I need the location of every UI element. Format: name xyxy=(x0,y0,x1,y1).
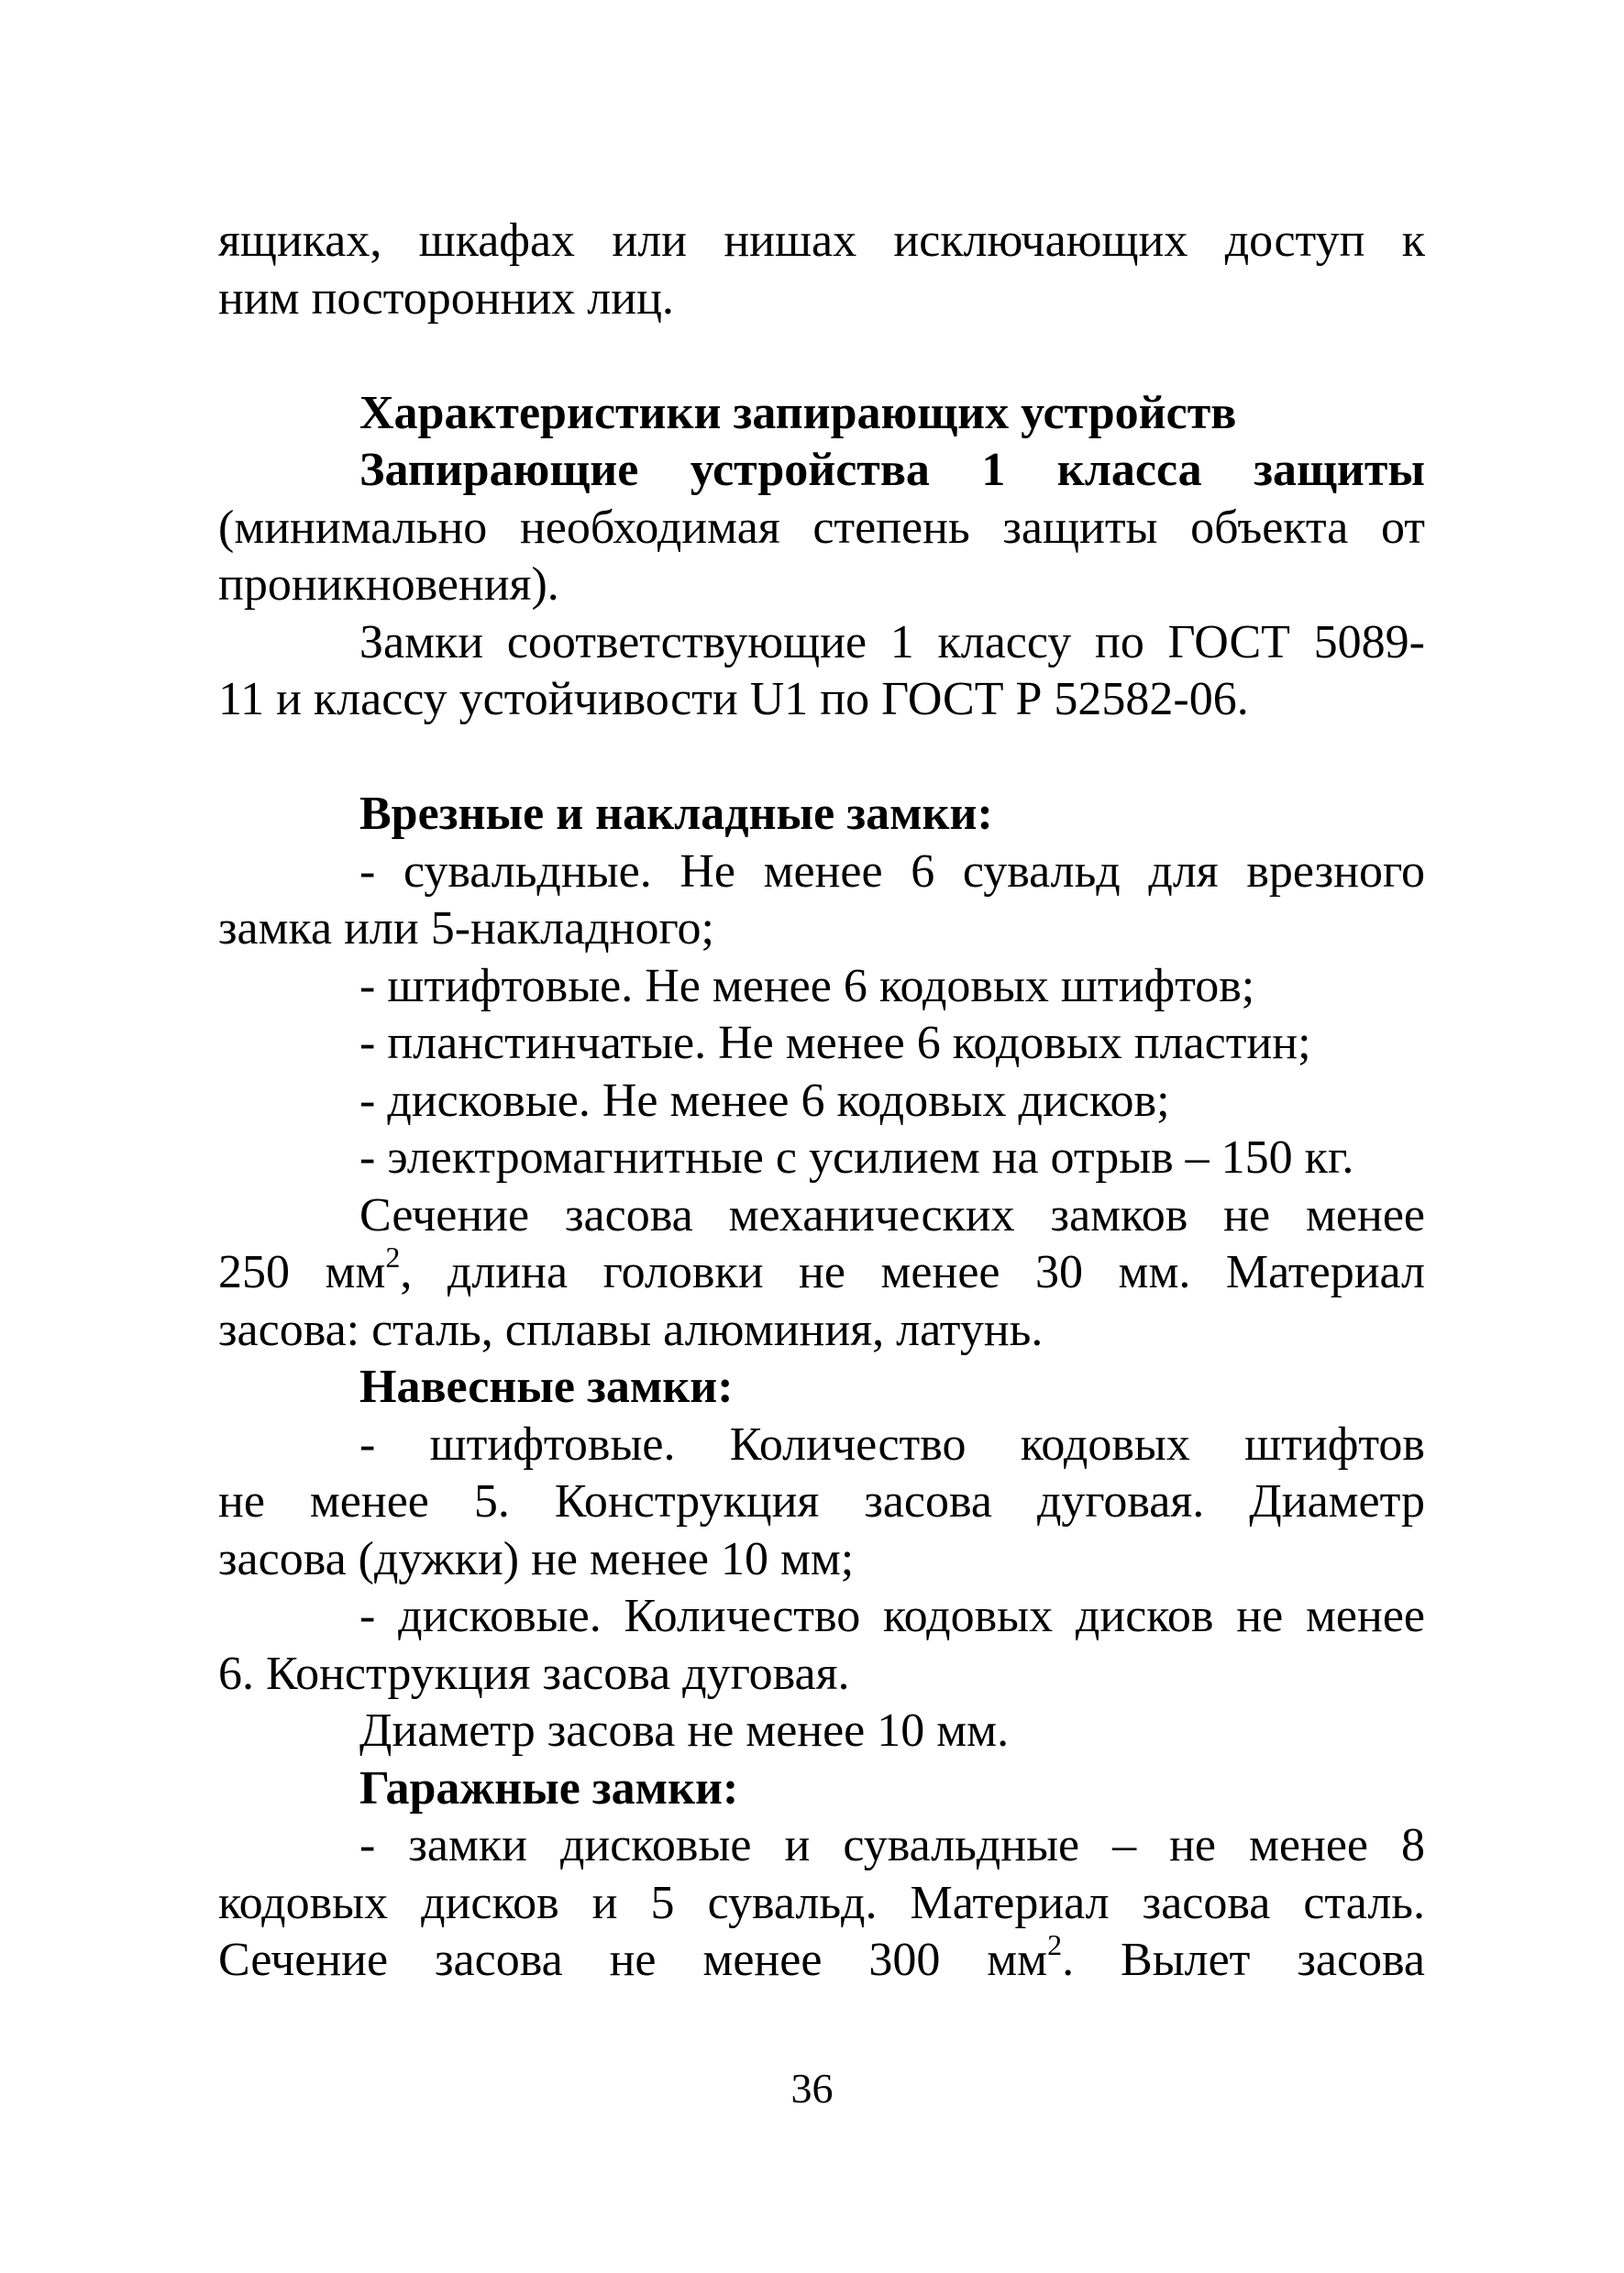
list-item-line: засова (дужки) не менее 10 мм; xyxy=(218,1532,855,1585)
document-page xyxy=(218,213,1425,1990)
body-text-line: (минимально необходимая степень защиты объекта от xyxy=(218,501,1425,554)
body-text-line: 11 и классу устойчивости U1 по ГОСТ Р 52582-06. xyxy=(218,673,1249,725)
paragraph-gap xyxy=(218,327,1425,385)
superscript: 2 xyxy=(1047,1927,1063,1961)
list-item: - планстинчатые. Не менее 6 кодовых пластин; xyxy=(359,1017,1311,1069)
paragraph-gap xyxy=(218,729,1425,787)
body-text-line: Диаметр засова не менее 10 мм. xyxy=(359,1705,1010,1757)
list-item-line: - сувальдные. Не менее 6 сувальд для врезного xyxy=(359,844,1425,898)
text-run: , длина головки не менее 30 мм. Материал xyxy=(400,1246,1426,1298)
text-run: 250 мм xyxy=(218,1246,386,1298)
body-text-line: проникновения). xyxy=(218,558,559,611)
body-text-line: засова: сталь, сплавы алюминия, латунь. xyxy=(218,1303,1044,1356)
list-item-line: 6. Конструкция засова дуговая. xyxy=(218,1647,850,1700)
text-run: . Вылет засова xyxy=(1062,1934,1425,1986)
list-item-line: замка или 5-накладного; xyxy=(218,902,714,954)
subsection-heading: Гаражные замки: xyxy=(359,1761,739,1815)
subsection-heading: Навесные замки: xyxy=(359,1361,734,1413)
body-text-line: ящиках, шкафах или нишах исключающих доступ к xyxy=(218,215,1425,267)
list-item-line: кодовых дисков и 5 сувальд. Материал засова сталь. xyxy=(218,1876,1425,1929)
text-run: Сечение засова не менее 300 мм xyxy=(218,1934,1048,1986)
list-item-line: не менее 5. Конструкция засова дуговая. Диаметр xyxy=(218,1475,1425,1528)
body-text-line: ним посторонних лиц. xyxy=(218,271,674,325)
list-item: - электромагнитные с усилием на отрыв – 150 кг. xyxy=(359,1131,1354,1184)
list-item: - штифтовые. Не менее 6 кодовых штифтов; xyxy=(359,959,1255,1012)
page-number: 36 xyxy=(790,2065,834,2112)
body-text-line: Замки соответствующие 1 классу по ГОСТ 5089- xyxy=(359,615,1425,668)
section-heading: Характеристики запирающих устройств xyxy=(359,386,1237,439)
list-item-line xyxy=(218,1927,1425,1990)
list-item-line: - дисковые. Количество кодовых дисков не менее xyxy=(359,1590,1425,1642)
class-heading: Запирающие устройства 1 класса защиты xyxy=(359,444,1425,496)
body-text-line: Сечение засова механических замков не менее xyxy=(359,1188,1425,1241)
list-item-line: - штифтовые. Количество кодовых штифтов xyxy=(359,1418,1425,1471)
subsection-heading: Врезные и накладные замки: xyxy=(359,788,993,840)
list-item: - дисковые. Не менее 6 кодовых дисков; xyxy=(359,1074,1170,1127)
list-item-line: - замки дисковые и сувальдные – не менее 8 xyxy=(359,1819,1425,1871)
superscript: 2 xyxy=(385,1240,401,1274)
body-text-line xyxy=(218,1240,1426,1302)
